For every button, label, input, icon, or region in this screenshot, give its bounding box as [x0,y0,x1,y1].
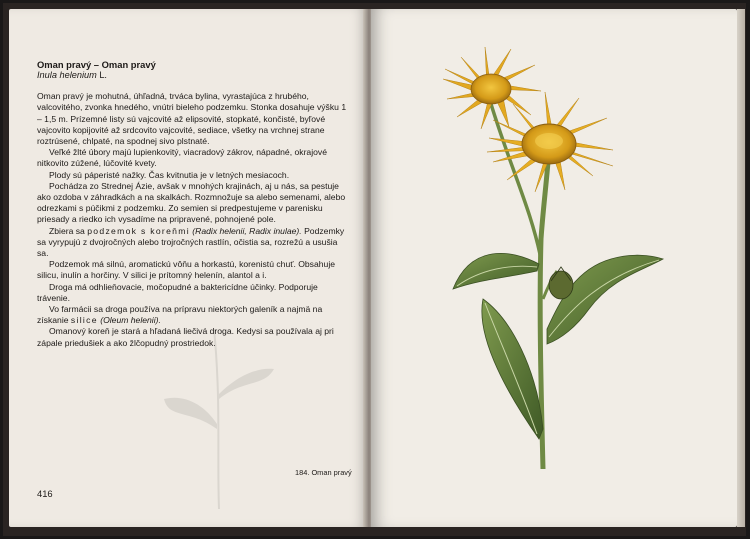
latin-author: L. [96,70,107,80]
article-title: Oman pravý – Oman pravý [37,59,156,70]
paragraph-flowers: Veľké žlté úbory majú lupienkovitý, viacradový zákrov, nápadné, okrajové nitkovito zúžené, lúčovité kvety. [37,147,327,169]
leaf-lower [482,299,543,439]
paragraph-effects: Droga má odhlieňovacie, močopudné a baktericídne účinky. Podporuje trávenie. [37,281,318,303]
paragraph-origin: Pochádza zo Strednej Ázie, avšak v mnohých krajinách, aj u nás, sa pestuje ako ozdoba v záhradkách a na skalkách. Rozmnožuje sa alebo semenami, alebo odrezkami s púčikmi z podzemku. Zo semien si predpestujeme v parenisku priesady a riedko ich vysadíme na pripravené, pohnojené pole. [37,180,346,225]
paragraph-description: Oman pravý je mohutná, úhľadná, trváca bylina, vyrastajúca z hrubého, valcovitého, zvonka hnedého, vnútri bieleho podzemku. Stonka dosahuje výšku 1 – 1,5 m. Prízemné listy sú vajcovité až elipsovité, stopkaté, končisté, byľové vajcovito kopijovité až srdcovito vajcovité, sediace, všetky na vrchnej strane roztrúsené, chlpaté, na spodnej sivo plstnaté. [37,91,347,147]
page-edges [737,9,745,527]
flower-head-main [487,92,613,192]
book-spread [3,3,746,536]
paragraph-fruits: Plody sú páperisté nažky. Čas kvitnutia je v letných mesiacoch. [49,169,290,180]
plant-illustration [371,9,737,527]
flower-bud [549,267,573,299]
paragraph-pharmacy: Vo farmácii sa droga používa na prípravu niektorých galeník a najmä na získanie silice (Oleum helenii). [37,304,323,326]
leaf-left [453,253,539,289]
figure-caption: 184. Oman pravý [295,468,352,477]
latin-name-line [37,70,351,81]
page-number: 416 [37,488,53,499]
flower-head-upper [443,47,541,129]
paragraph-history: Omanový koreň je stará a hľadaná liečivá droga. Kedysi sa používala aj pri zápale priedušiek a ako žlčopudný prostriedok. [37,326,334,348]
paragraph-composition: Podzemok má silnú, aromatickú vôňu a horkastú, korenistú chuť. Obsahuje silicu, inulín a horčiny. V silici je prítomný helenín, alantol a i. [37,259,336,281]
latin-name: Inula helenium [37,70,97,80]
left-page [9,9,367,527]
article-text [37,59,351,349]
leaf-right [547,255,663,344]
paragraph-harvest: Zbiera sa podzemok s koreňmi (Radix helenii, Radix inulae). Podzemky sa vyrypujú z dvojročných alebo trojročných rastlín, očistia sa, rozrežú a usušia sa. [37,225,345,259]
right-page [371,9,737,527]
